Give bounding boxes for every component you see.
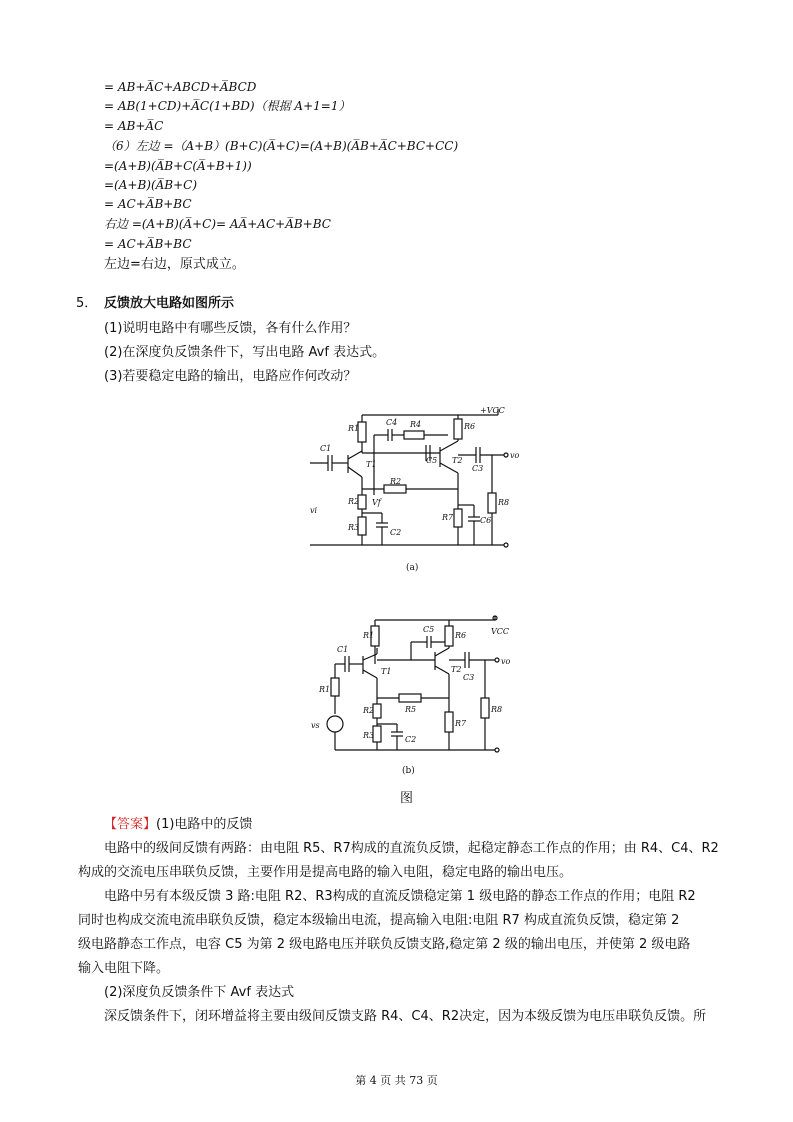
derivation-line-6: =(A+B)(A̅B+C) bbox=[104, 178, 198, 192]
label-r1-b: R1 bbox=[363, 631, 375, 640]
figure-a-caption: (a) bbox=[406, 563, 419, 573]
derivation-line-5: =(A+B)(A̅B+C(A̅+B+1)) bbox=[104, 159, 252, 173]
label-r3-a: R3 bbox=[348, 523, 360, 532]
answer-line-2: 电路中的级间反馈有两路：由电阻 R5、R7构成的直流负反馈，起稳定静态工作点的作用；由 R4、C4、R2 bbox=[104, 841, 719, 856]
label-t1-a: T1 bbox=[366, 460, 377, 469]
question-title: 反馈放大电路如图所示 bbox=[104, 296, 235, 311]
label-t1-b: T1 bbox=[381, 667, 392, 676]
derivation-line-8: 右边 =(A+B)(A̅+C)= AA̅+AC+A̅B+BC bbox=[104, 217, 331, 231]
label-c4-a: C4 bbox=[386, 418, 398, 427]
label-r1-a: R1 bbox=[348, 424, 360, 433]
label-vo-b: vo bbox=[501, 657, 511, 666]
label-vs-b: vs bbox=[311, 721, 320, 730]
page-footer: 第 4 页 共 73 页 bbox=[355, 1074, 438, 1087]
label-c1-a: C1 bbox=[320, 444, 332, 453]
label-r3-b: R3 bbox=[363, 731, 375, 740]
label-rs-b: R1 bbox=[319, 685, 331, 694]
label-c5-b: C5 bbox=[423, 625, 435, 634]
label-r8-a: R8 bbox=[498, 498, 510, 507]
label-t2-b: T2 bbox=[451, 665, 462, 674]
label-vcc-a: +VCC bbox=[480, 406, 505, 415]
label-r4-a: R4 bbox=[410, 420, 422, 429]
derivation-line-2: = AB(1+CD)+A̅C(1+BD)（根据 A+1=1） bbox=[104, 99, 351, 113]
label-r2-a: R2 bbox=[348, 497, 360, 506]
derivation-conclusion: 左边=右边，原式成立。 bbox=[104, 257, 245, 272]
answer-tag: 【答案】 bbox=[104, 817, 157, 832]
label-t2-a: T2 bbox=[452, 456, 463, 465]
question-item-3: (3)若要稳定电路的输出，电路应作何改动？ bbox=[104, 369, 357, 384]
question-number: 5． bbox=[76, 296, 98, 311]
figure-b-caption: (b) bbox=[402, 766, 415, 776]
label-r2-b: R2 bbox=[363, 706, 375, 715]
label-c2-a: C2 bbox=[390, 528, 402, 537]
figure-caption: 图 bbox=[400, 791, 414, 806]
label-r8-b: R8 bbox=[491, 705, 503, 714]
answer-line-8: (2)深度负反馈条件下 Avf 表达式 bbox=[104, 985, 295, 1000]
label-c1-b: C1 bbox=[337, 645, 349, 654]
answer-line-3: 构成的交流电压串联负反馈，主要作用是提高电路的输入电阻，稳定电路的输出电压。 bbox=[78, 865, 573, 880]
derivation-line-7: = AC+A̅B+BC bbox=[104, 197, 192, 211]
answer-line-4: 电路中另有本级反馈 3 路:电阻 R2、R3构成的直流反馈稳定第 1 级电路的静态工作点的作用；电阻 R2 bbox=[104, 889, 696, 904]
derivation-line-3: = AB+A̅C bbox=[104, 119, 164, 133]
answer-line-9: 深反馈条件下，闭环增益将主要由级间反馈支路 R4、C4、R2决定，因为本级反馈为电压串联负反馈。所 bbox=[104, 1009, 707, 1024]
label-c3-b: C3 bbox=[463, 673, 475, 682]
label-vf-a: Vf bbox=[372, 498, 381, 507]
label-r5-b: R5 bbox=[405, 705, 417, 714]
answer-line-5: 同时也构成交流电流串联负反馈，稳定本级输出电流，提高输入电阻:电阻 R7 构成直流负反馈，稳定第 2 bbox=[78, 913, 680, 928]
label-r7-a: R7 bbox=[442, 513, 454, 522]
answer-line-6: 级电路静态工作点，电容 C5 为第 2 级电路电压并联负反馈支路,稳定第 2 级的输出电压，并使第 2 级电路 bbox=[78, 937, 691, 952]
label-c3-a: C3 bbox=[472, 464, 484, 473]
label-r6-b: R6 bbox=[455, 631, 467, 640]
label-r2b-a: R2 bbox=[390, 477, 402, 486]
label-vi-a: vi bbox=[310, 506, 318, 515]
label-c5-a: C5 bbox=[426, 456, 438, 465]
label-vcc-b: VCC bbox=[491, 627, 510, 636]
answer-line-7: 输入电阻下降。 bbox=[78, 961, 170, 976]
label-r6-a: R6 bbox=[464, 422, 476, 431]
question-item-2: (2)在深度负反馈条件下，写出电路 Avf 表达式。 bbox=[104, 345, 386, 360]
answer-first-line bbox=[104, 816, 252, 834]
label-vo-a: vo bbox=[510, 451, 520, 460]
circuit-diagram-b bbox=[305, 612, 515, 762]
derivation-line-4: （6）左边 =（A+B）(B+C)(A̅+C)=(A+B)(A̅B+A̅C+BC+CC) bbox=[104, 139, 459, 153]
answer-line-1: (1)电路中的反馈 bbox=[156, 817, 253, 832]
circuit-diagram-a bbox=[300, 405, 520, 560]
derivation-line-1: = AB+A̅C+ABCD+A̅BCD bbox=[104, 80, 257, 94]
label-c6-a: C6 bbox=[480, 516, 492, 525]
label-c2-b: C2 bbox=[405, 735, 417, 744]
label-r7-b: R7 bbox=[455, 719, 467, 728]
question-item-1: (1)说明电路中有哪些反馈，各有什么作用？ bbox=[104, 321, 357, 336]
derivation-line-9: = AC+A̅B+BC bbox=[104, 237, 192, 251]
